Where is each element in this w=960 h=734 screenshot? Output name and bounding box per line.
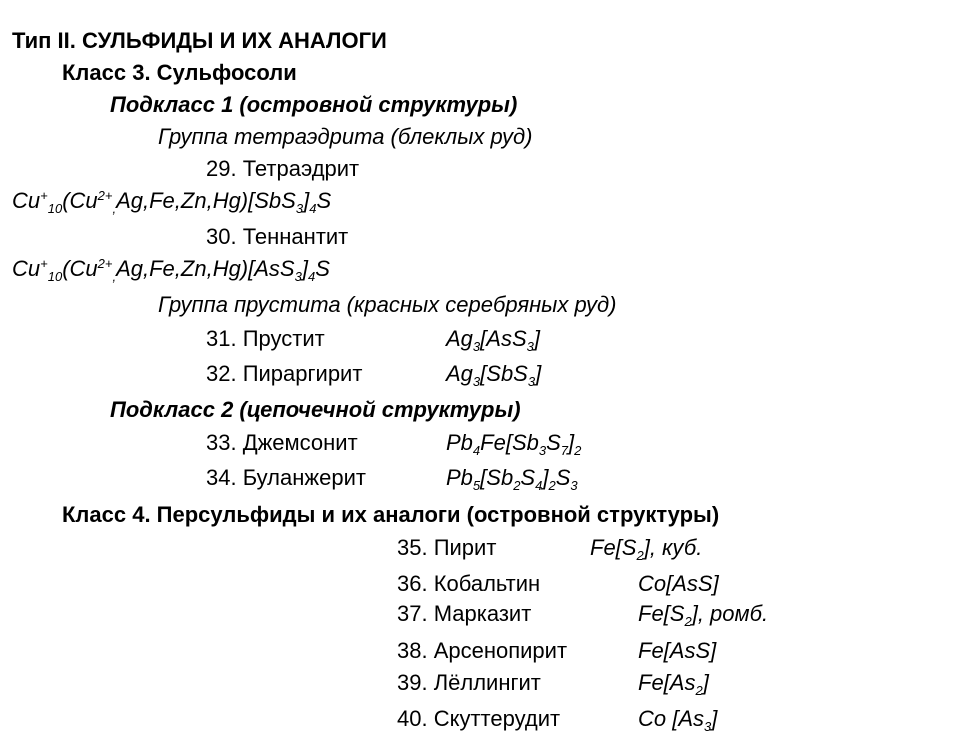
mineral-29-formula: $Cu^+_{10}(Cu^{2+}_,Ag,Fe,Zn,Hg)[SbS_3]_4S$ <box>12 188 332 216</box>
mineral-39-name: 39. Лёллингит <box>397 670 541 695</box>
subclass2-title: Подкласс 2 (цепочечной структуры) <box>110 397 521 422</box>
mineral-38-formula: Fe[AsS] <box>638 638 717 663</box>
mineral-33-name: 33. Джемсонит <box>206 430 358 455</box>
mineral-38-name: 38. Арсенопирит <box>397 638 568 663</box>
mineral-37-name: 37. Марказит <box>397 601 532 626</box>
mineral-37-formula: $Fe[S_2]$, ромб. <box>638 601 769 629</box>
group-tetrahedrite: Группа тетраэдрита (блеклых руд) <box>158 124 533 149</box>
mineral-36-formula: Co[AsS] <box>638 571 719 596</box>
group-proustite: Группа прустита (красных серебряных руд) <box>158 292 617 317</box>
class4-title: Класс 4. Персульфиды и их аналоги (островной структуры) <box>62 502 720 527</box>
type-title: Тип II. СУЛЬФИДЫ И ИХ АНАЛОГИ <box>12 28 387 53</box>
mineral-32-name: 32. Пираргирит <box>206 361 363 386</box>
mineral-29-name: 29. Тетраэдрит <box>206 156 360 181</box>
mineral-39-formula: $Fe[As_2]$ <box>638 670 709 698</box>
mineral-33-formula: $Pb_4Fe[Sb_3S_7]_2$ <box>446 430 582 458</box>
class3-title: Класс 3. Сульфосоли <box>62 60 297 85</box>
mineral-34-formula: $Pb_5[Sb_2S_4]_2S_3$ <box>446 465 578 493</box>
mineral-34-name: 34. Буланжерит <box>206 465 366 490</box>
mineral-30-name: 30. Теннантит <box>206 224 349 249</box>
mineral-31-formula: $Ag_3[AsS_3]$ <box>446 326 540 354</box>
mineral-40-name: 40. Скуттерудит <box>397 706 561 731</box>
mineral-32-formula: $Ag_3[SbS_3]$ <box>446 361 542 389</box>
mineral-40-formula: Co $[As_3]$ <box>638 706 718 734</box>
mineral-30-formula: $Cu^+_{10}(Cu^{2+}_,Ag,Fe,Zn,Hg)[AsS_3]_4S$ <box>12 256 330 284</box>
mineral-35-name: 35. Пирит <box>397 535 497 560</box>
mineral-35-formula: $Fe[S_2]$, куб. <box>590 535 703 563</box>
subclass1-title: Подкласс 1 (островной структуры) <box>110 92 518 117</box>
mineral-31-name: 31. Прустит <box>206 326 325 351</box>
mineral-36-name: 36. Кобальтин <box>397 571 541 596</box>
